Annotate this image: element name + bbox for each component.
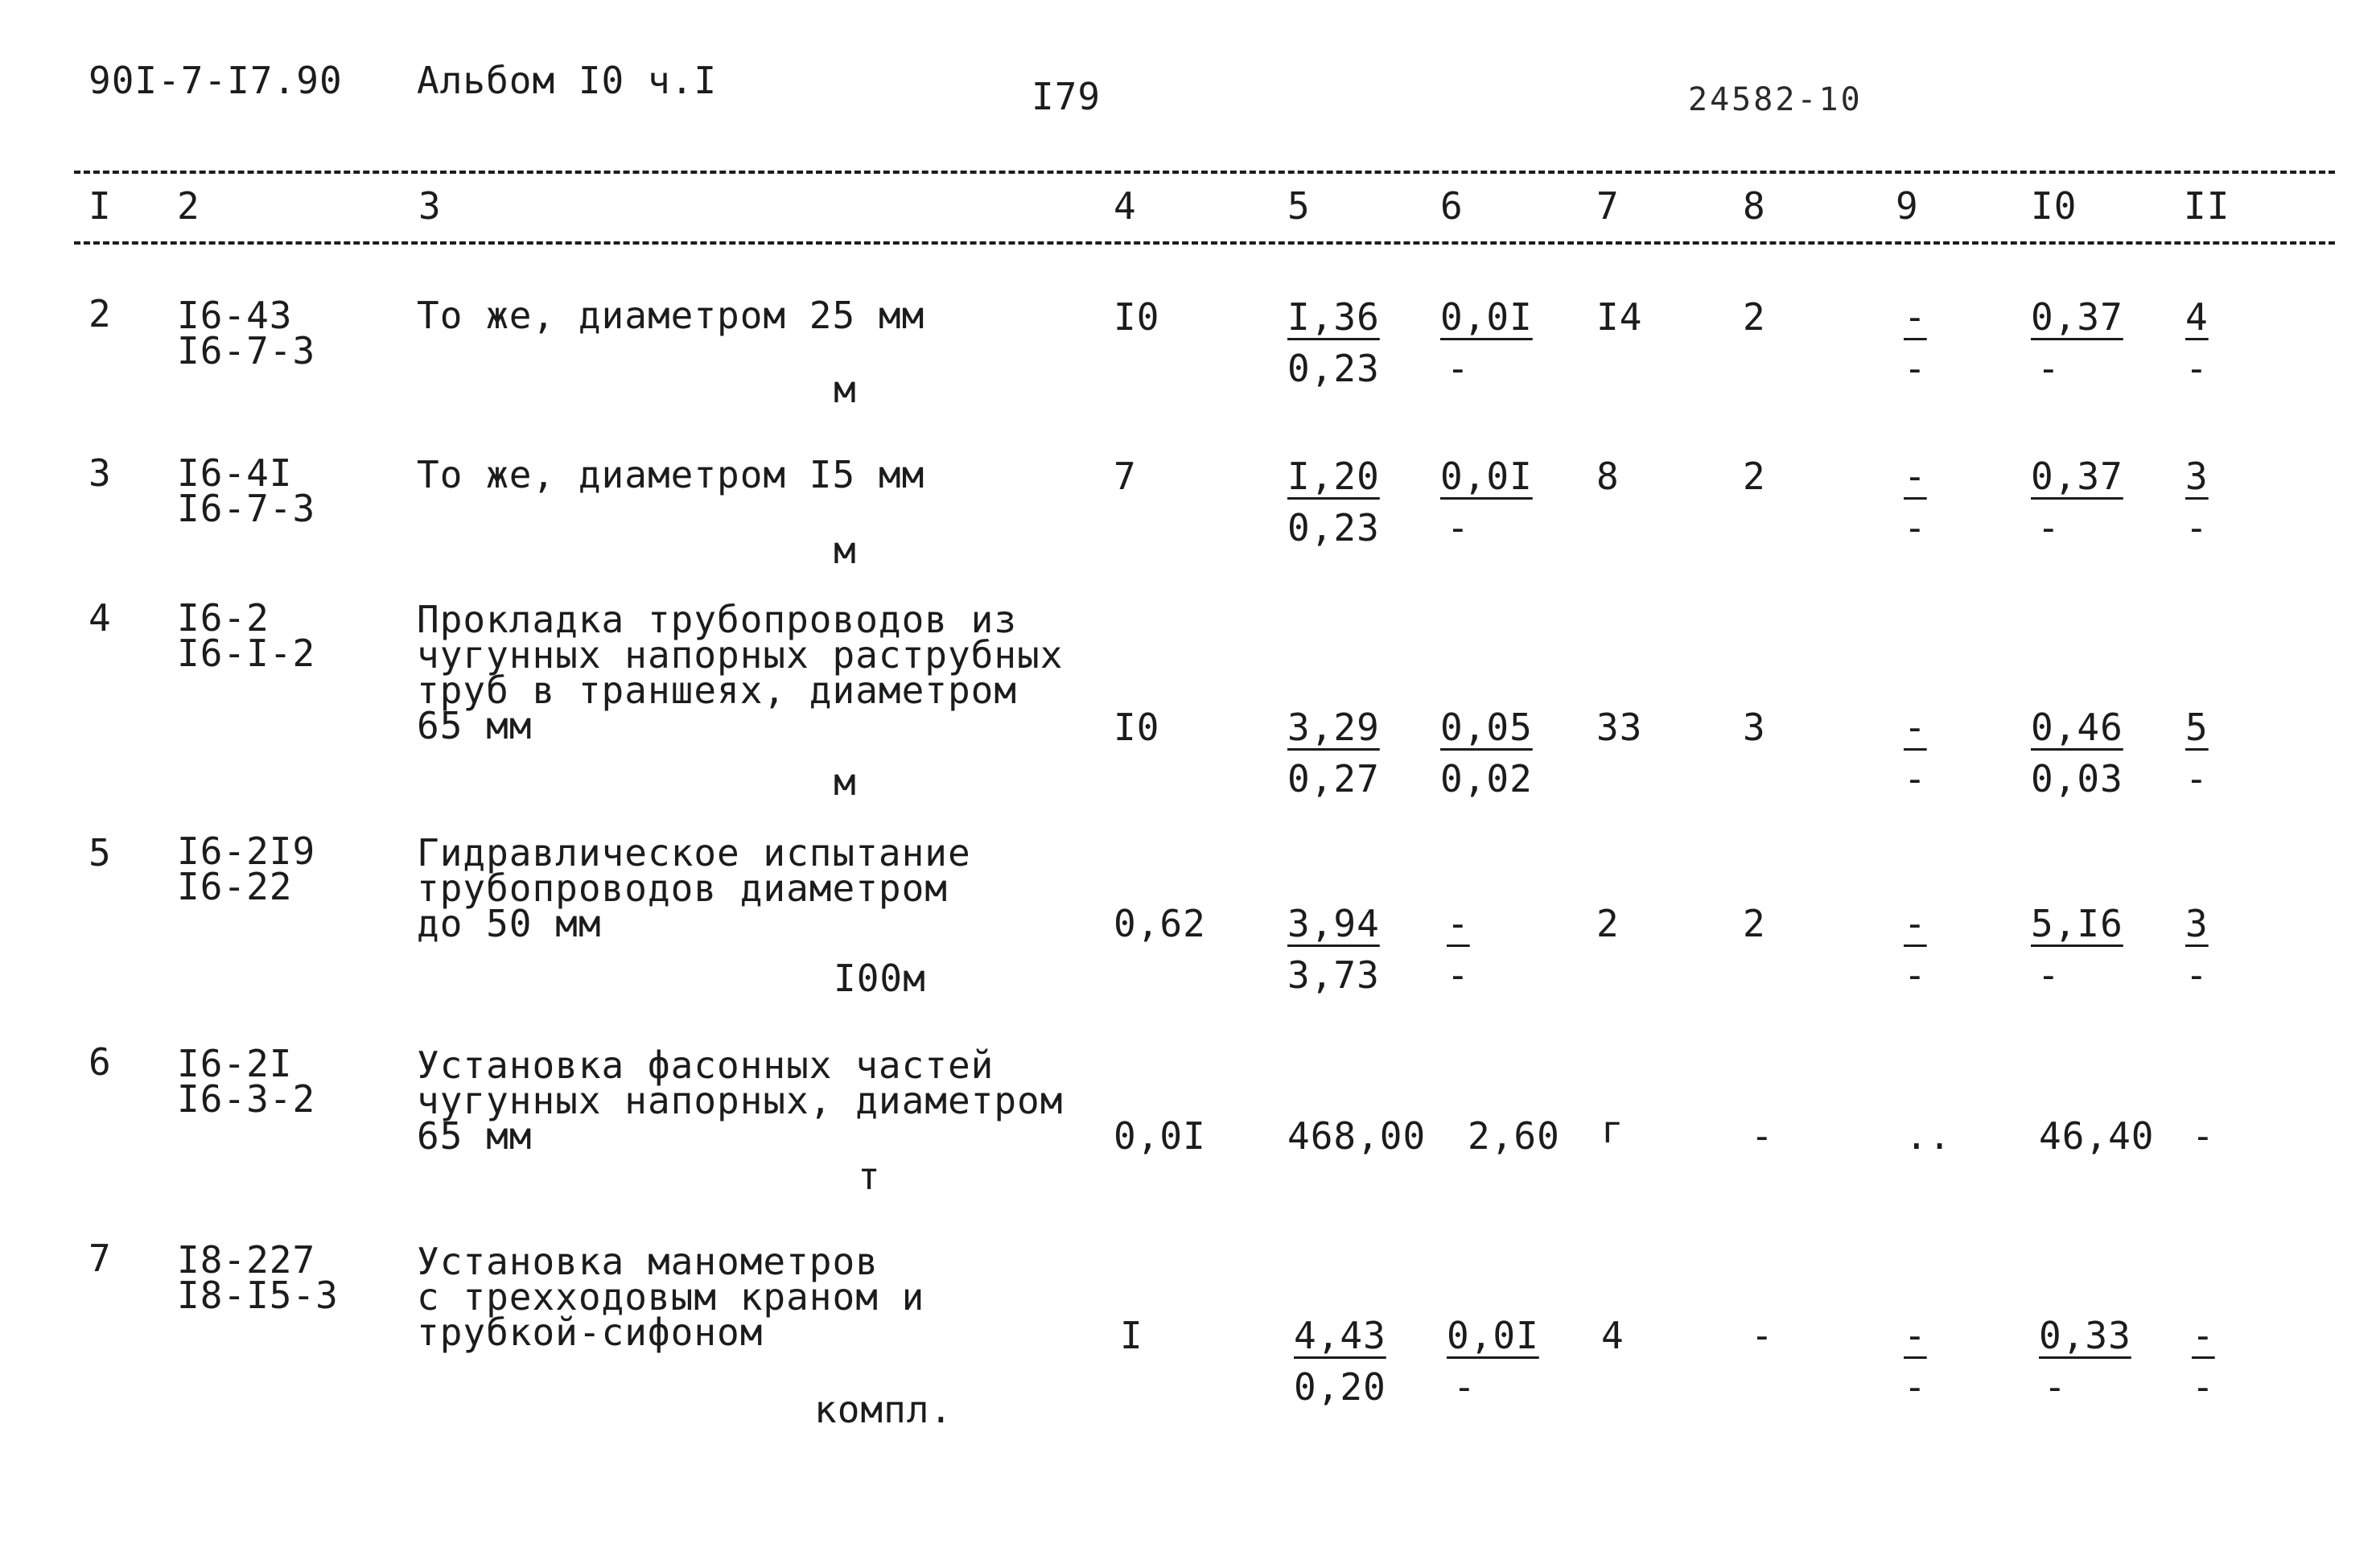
cell-col11-bottom: - [2185, 757, 2209, 800]
cell-col10-top: 0,37 [2031, 455, 2123, 498]
column-header: 4 [1114, 184, 1137, 228]
cell-col10: 46,40 [2039, 1114, 2155, 1158]
row-unit: м [834, 368, 857, 411]
row-codes: I8-227 I8-I5-3 [177, 1238, 339, 1317]
column-header: 6 [1440, 184, 1464, 228]
row-number: 5 [89, 831, 112, 875]
cell-col10-top: 0,46 [2031, 706, 2123, 749]
cell-col11-top: 3 [2185, 902, 2209, 945]
cell-col5-top: 3,94 [1287, 902, 1380, 945]
cell-col6-top: - [1447, 902, 1470, 945]
row-codes: I6-4I I6-7-3 [177, 451, 316, 530]
column-header: 2 [177, 184, 200, 228]
cell-col9-top: - [1904, 1314, 1927, 1357]
row-unit: I00м [834, 957, 926, 1000]
cell-col11: - [2192, 1114, 2215, 1158]
cell-col4: 0,0I [1114, 1114, 1206, 1158]
cell-col7: 33 [1596, 706, 1643, 749]
cell-col6-bottom: - [1447, 953, 1470, 997]
album-label: Альбом I0 ч.I [417, 59, 718, 102]
cell-col11-bottom: - [2185, 347, 2209, 390]
cell-col11-top: 3 [2185, 455, 2209, 498]
cell-col6: 2,60 [1468, 1114, 1560, 1158]
cell-col10-bottom: - [2037, 953, 2061, 997]
row-number: 7 [89, 1237, 112, 1280]
column-header: I [89, 184, 112, 228]
cell-col8: 3 [1743, 706, 1766, 749]
cell-col5-top: 3,29 [1287, 706, 1380, 749]
cell-col7: г [1601, 1108, 1624, 1151]
cell-col11-bottom: - [2192, 1365, 2215, 1409]
cell-col9-top: - [1904, 706, 1927, 749]
cell-col9-bottom: - [1904, 757, 1927, 800]
cell-col6-top: 0,0I [1447, 1314, 1539, 1357]
cell-col6-bottom: - [1447, 347, 1470, 390]
row-number: 2 [89, 292, 112, 335]
column-header: 8 [1743, 184, 1766, 228]
cell-col11-top: - [2192, 1314, 2215, 1357]
row-number: 6 [89, 1040, 112, 1084]
cell-col6-bottom: - [1453, 1365, 1476, 1409]
row-codes: I6-2I9 I6-22 [177, 829, 316, 908]
cell-col5-bottom: 0,27 [1287, 757, 1380, 800]
cell-col9: .. [1905, 1114, 1952, 1158]
cell-col5-top: 4,43 [1294, 1314, 1386, 1357]
cell-col5-bottom: 0,23 [1287, 506, 1380, 549]
cell-col8: 2 [1743, 295, 1766, 339]
cell-col5-top: I,20 [1287, 455, 1380, 498]
row-codes: I6-2 I6-I-2 [177, 596, 316, 675]
cell-col4: I0 [1114, 295, 1160, 339]
cell-col5-bottom: 3,73 [1287, 953, 1380, 997]
cell-col10-bottom: - [2037, 506, 2061, 549]
cell-col11-top: 5 [2185, 706, 2209, 749]
cell-col10-top: 0,33 [2039, 1314, 2131, 1357]
row-unit: компл. [814, 1388, 953, 1431]
cell-col7: 4 [1601, 1314, 1624, 1357]
column-header: I0 [2031, 184, 2077, 228]
cell-col6-top: 0,05 [1440, 706, 1533, 749]
row-codes: I6-43 I6-7-3 [177, 294, 316, 372]
cell-col5: 468,00 [1287, 1114, 1427, 1158]
cell-col8: - [1751, 1114, 1774, 1158]
cell-col6-top: 0,0I [1440, 295, 1533, 339]
cell-col10-top: 0,37 [2031, 295, 2123, 339]
cell-col5-bottom: 0,23 [1287, 347, 1380, 390]
column-header: 3 [418, 184, 442, 228]
column-header: 5 [1287, 184, 1311, 228]
cell-col5-top: I,36 [1287, 295, 1380, 339]
archive-stamp: 24582-10 [1688, 81, 1863, 118]
column-header: 7 [1596, 184, 1620, 228]
cell-col5-bottom: 0,20 [1294, 1365, 1386, 1409]
cell-col4: I [1120, 1314, 1143, 1357]
row-unit: м [834, 529, 857, 572]
column-header: 9 [1896, 184, 1919, 228]
page-number: I79 [1032, 75, 1102, 118]
cell-col11-top: 4 [2185, 295, 2209, 339]
cell-col10-bottom: - [2044, 1365, 2067, 1409]
cell-col9-bottom: - [1904, 953, 1927, 997]
cell-col4: I0 [1114, 706, 1160, 749]
document-code: 90I-7-I7.90 [89, 59, 343, 102]
cell-col6-bottom: 0,02 [1440, 757, 1533, 800]
header-rule-top [74, 171, 2335, 174]
cell-col9-bottom: - [1904, 1365, 1927, 1409]
cell-col9-top: - [1904, 295, 1927, 339]
row-number: 3 [89, 451, 112, 495]
row-description: То же, диаметром I5 мм [417, 453, 925, 496]
cell-col8: 2 [1743, 902, 1766, 945]
row-codes: I6-2I I6-3-2 [177, 1042, 316, 1121]
cell-col7: I4 [1596, 295, 1643, 339]
cell-col10-top: 5,I6 [2031, 902, 2123, 945]
cell-col10-bottom: 0,03 [2031, 757, 2123, 800]
cell-col11-bottom: - [2185, 953, 2209, 997]
row-description: Прокладка трубопроводов из чугунных напорных раструбных труб в траншеях, диаметром 65 мм [417, 598, 1064, 747]
column-header: II [2184, 184, 2230, 228]
cell-col11-bottom: - [2185, 506, 2209, 549]
row-description: Гидравлическое испытание трубопроводов диаметром до 50 мм [417, 831, 971, 945]
cell-col9-bottom: - [1904, 506, 1927, 549]
header-rule-bottom [74, 241, 2335, 245]
cell-col4: 7 [1114, 455, 1137, 498]
cell-col7: 2 [1596, 902, 1620, 945]
cell-col9-bottom: - [1904, 347, 1927, 390]
cell-col6-top: 0,0I [1440, 455, 1533, 498]
row-unit: т [858, 1154, 881, 1198]
row-description: То же, диаметром 25 мм [417, 294, 925, 337]
cell-col4: 0,62 [1114, 902, 1206, 945]
cell-col9-top: - [1904, 455, 1927, 498]
cell-col6-bottom: - [1447, 506, 1470, 549]
row-description: Установка манометров с трехходовым краном и трубкой-сифоном [417, 1240, 925, 1354]
row-number: 4 [89, 596, 112, 640]
cell-col10-bottom: - [2037, 347, 2061, 390]
row-unit: м [834, 760, 857, 804]
row-description: Установка фасонных частей чугунных напорных, диаметром 65 мм [417, 1043, 1064, 1158]
cell-col7: 8 [1596, 455, 1620, 498]
cell-col9-top: - [1904, 902, 1927, 945]
cell-col8: 2 [1743, 455, 1766, 498]
cell-col8: - [1751, 1314, 1774, 1357]
